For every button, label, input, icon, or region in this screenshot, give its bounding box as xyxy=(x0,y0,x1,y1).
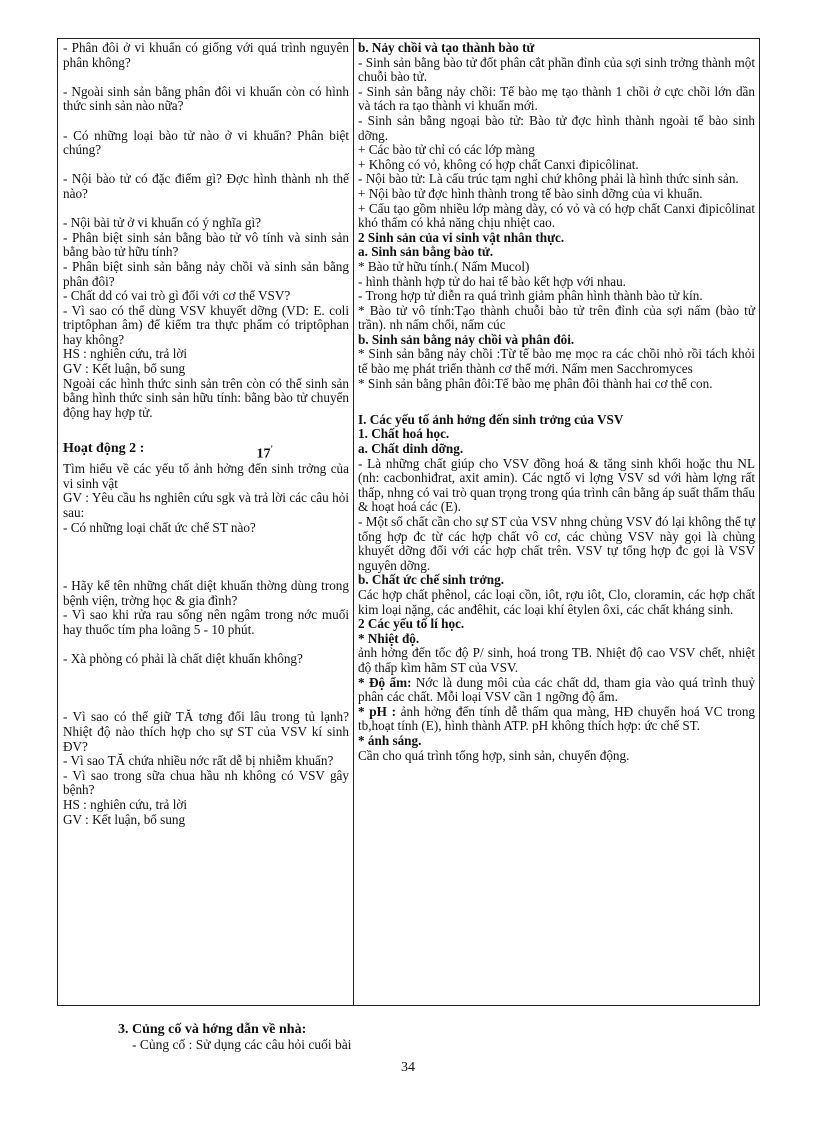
page-number: 34 xyxy=(401,1060,415,1075)
content-line: - Sinh sản bằng bào tử đốt phân cắt phần đỉnh của sợi sinh trởng thành một chuỗi bào tử. xyxy=(358,54,755,85)
content-line: + Các bào tử chỉ có các lớp màng xyxy=(358,142,535,158)
question-soap: - Xà phòng có phải là chất diệt khuẩn không? xyxy=(63,651,303,666)
teacher-note: Ngoài các hình thức sinh sản trên còn có thể sinh sản bằng hình thức sinh sản hữu tính: bằng bào tử chuyển động hay hợp tử. xyxy=(63,375,349,420)
content-line: * Bào tử hữu tính.( Nấm Mucol) xyxy=(358,258,530,274)
footer-heading: 3. Củng cố và hớng dẫn về nhà: xyxy=(118,1022,307,1037)
question-water-food: - Vì sao TĂ chứa nhiều nớc rất dễ bị nhiễm khuẩn? xyxy=(63,753,334,769)
heading-chemical: 1. Chất hoá học. xyxy=(358,426,450,442)
lesson-footer xyxy=(118,1022,352,1052)
question-binary-fission: - Phân đôi ở vi khuẩn có giống với quá trình nguyên phân không? xyxy=(63,40,349,70)
heading-nutrients: a. Chất dinh dỡng. xyxy=(358,441,464,457)
content-line: - hình thành hợp tử do hai tế bào kết hợp với nhau. xyxy=(358,273,626,289)
content-line: - Sinh sản bằng ngoại bào tử: Bào tử đợc hình thành ngoài tế bào sinh dỡng. xyxy=(358,112,755,143)
heading-humidity: * Độ ẩm: xyxy=(358,674,412,690)
heading-temperature: * Nhiệt độ. xyxy=(358,630,420,646)
heading-spore-reproduction: a. Sinh sản bằng bào tử. xyxy=(358,244,494,260)
question-auxotroph: - Vì sao có thể dùng VSV khuyết dỡng (VD: E. coli triptôphan âm) để kiểm tra thực phẩm có triptôphan hay không? xyxy=(63,302,349,347)
content-line: ảnh hởng đến tốc độ P/ sinh, hoá trong TB. Nhiệt độ cao VSV chết, nhiệt độ thấp kìm hãm ST của VSV. xyxy=(358,645,755,675)
question-wash-vegetables: - Vì sao khi rửa rau sống nên ngâm trong nớc muối hay thuốc tím pha loãng 5 - 10 phút. xyxy=(63,607,349,637)
content-column xyxy=(354,39,759,1005)
content-line: + Nội bào tử đợc hình thành trong tế bào sinh dỡng của vi khuẩn. xyxy=(358,185,703,201)
question-budding: - Phân biệt sinh sản bằng nảy chồi và sinh sản bằng phân đôi? xyxy=(63,258,349,289)
hs-line-2: HS : nghiên cứu, trả lời xyxy=(63,796,187,812)
question-spore-sexual: - Phân biệt sinh sản bằng bào tử vô tính và sinh sản bằng bào tử hữu tính? xyxy=(63,229,349,260)
heading-growth-factors: I. Các yếu tố ảnh hởng đến sinh trởng của VSV xyxy=(358,411,624,427)
content-line: * Sinh sản bằng nảy chồi :Từ tế bào mẹ mọc ra các chồi nhỏ rồi tách khỏi tế bào mẹ phát triển thành cơ thể mới. Nấm men Sacchromyces xyxy=(358,346,755,377)
gv-instruction: GV : Yêu cầu hs nghiên cứu sgk và trả lời các câu hỏi sau: xyxy=(63,490,349,521)
content-line: - Trong hợp tử diễn ra quá trình giảm phân hình thành bào tử kín. xyxy=(358,288,703,304)
question-inhibitors: - Có những loại chất ức chế ST nào? xyxy=(63,519,256,535)
content-line: - Là những chất giúp cho VSV đồng hoá & tăng sinh khối hoặc thu NL (nh: cacbonhiđrat, axit amin). Các ngtố vi lợng VSV sd với hàm lợng rất thấp, nhng có vai trò quan trọng trong qúa trình cân bằng áp suất thẩm thấu & hoạt hoá các (E). xyxy=(358,455,755,515)
heading-ph: * pH : xyxy=(358,703,396,719)
question-endospore: - Nội bào tử có đặc điểm gì? Đợc hình thành nh thế nào? xyxy=(63,171,349,201)
footer-line: - Củng cố : Sử dụng các câu hỏi cuối bài xyxy=(132,1037,352,1052)
content-line: - Nội bào tử: Là cấu trúc tạm nghỉ chứ không phải là hình thức sinh sản. xyxy=(358,171,739,187)
content-ph: * pH : ảnh hởng đến tính dễ thấm qua màng, HĐ chuyển hoá VC trong tb,hoạt tính (E), hình thành ATP. pH không thích hợp: ức chế ST. xyxy=(358,703,756,734)
gv-line-2: GV : Kết luận, bổ sung xyxy=(63,811,186,827)
heading-eukaryote-reproduction: 2 Sinh sản của vi sinh vật nhân thực. xyxy=(358,229,565,245)
heading-inhibitors: b. Chất ức chế sinh trởng. xyxy=(358,572,505,588)
activity-column xyxy=(58,39,354,1005)
heading-light: * ánh sáng. xyxy=(358,732,422,748)
question-yogurt: - Vì sao trong sữa chua hầu nh không có VSV gây bệnh? xyxy=(63,767,349,798)
question-other-reproduction: - Ngoài sinh sản bằng phân đôi vi khuẩn còn có hình thức sinh sản nào nữa? xyxy=(63,83,349,114)
content-line: + Không có vỏ, không có hợp chất Canxi đipicôlinat. xyxy=(358,156,639,172)
question-nutrients: - Chất dd có vai trò gì đối với cơ thể VSV? xyxy=(63,288,291,304)
content-line: Cần cho quá trình tổng hợp, sinh sản, chuyển động. xyxy=(358,747,630,763)
hs-line: HS : nghiên cứu, trả lời xyxy=(63,346,187,362)
question-spore-types: - Có những loại bào tử nào ở vi khuẩn? Phân biệt chúng? xyxy=(63,127,349,158)
heading-physical: 2 Các yếu tố lí học. xyxy=(358,616,465,632)
content-humidity: * Độ ẩm: Nớc là dung môi của các chất dd, tham gia vào quá trình thuỷ phân các chất. Mỗi loại VSV cần 1 ngỡng độ ẩm. xyxy=(358,674,756,705)
question-refrigerator: - Vì sao có thể giữ TĂ tơng đối lâu trong tủ lạnh? Nhiệt độ nào thích hợp cho sự ST của VSV kí sinh ĐV? xyxy=(63,709,349,754)
content-line: + Cấu tạo gồm nhiều lớp màng dày, có vỏ và có hợp chất Canxi đipicôlinat khó thấm có khả năng chịu nhiệt cao. xyxy=(358,200,755,231)
heading-budding-fission: b. Sinh sản bằng nảy chồi và phân đôi. xyxy=(358,331,575,347)
activity-2-heading xyxy=(63,442,273,462)
lesson-table xyxy=(57,38,760,1006)
heading-budding-spores: b. Nảy chồi và tạo thành bào tử xyxy=(358,40,535,55)
activity-2-label: Hoạt động 2 : xyxy=(63,441,145,457)
content-line: - Một số chất cần cho sự ST của VSV nhng chủng VSV đó lại không thể tự tổng hợp đc từ các hợp chất vô cơ, các chủng VSV này gọi là chủng khuyết dỡng đối với các hợp chất trên. VSV tự tổng hợp đc gọi là VSV nguyên dỡng. xyxy=(358,514,755,573)
content-line: - Sinh sản bằng nảy chồi: Tế bào mẹ tạo thành 1 chồi ở cực chồi lớn dần và tách ra tạo thành vi khuẩn mới. xyxy=(358,83,755,114)
content-line: * Sinh sản bằng phân đôi:Tế bào mẹ phân đôi thành hai cơ thể con. xyxy=(358,375,713,391)
activity-2-time: 17' xyxy=(256,444,273,462)
question-endospore-meaning: - Nội bài tử ở vi khuẩn có ý nghĩa gì? xyxy=(63,215,261,231)
content-line: Các hợp chất phênol, các loại cồn, iôt, rợu iôt, Clo, cloramin, các hợp chất kim loại nặng, các anđêhit, các loại khí êtylen ôxi, các chất kháng sinh. xyxy=(358,586,755,617)
question-disinfectants: - Hãy kể tên những chất diệt khuẩn thờng dùng trong bệnh viện, trờng học & gia đình? xyxy=(63,578,349,608)
activity-2-description: Tìm hiểu về các yếu tố ảnh hởng đến sinh trởng của vi sinh vật xyxy=(63,461,349,491)
gv-line: GV : Kết luận, bổ sung xyxy=(63,361,186,377)
content-line: * Bào tử vô tính:Tạo thành chuỗi bào tử trên đỉnh của sợi nấm (bào tử trần). nh nấm chổi, nấm cúc xyxy=(358,302,755,333)
